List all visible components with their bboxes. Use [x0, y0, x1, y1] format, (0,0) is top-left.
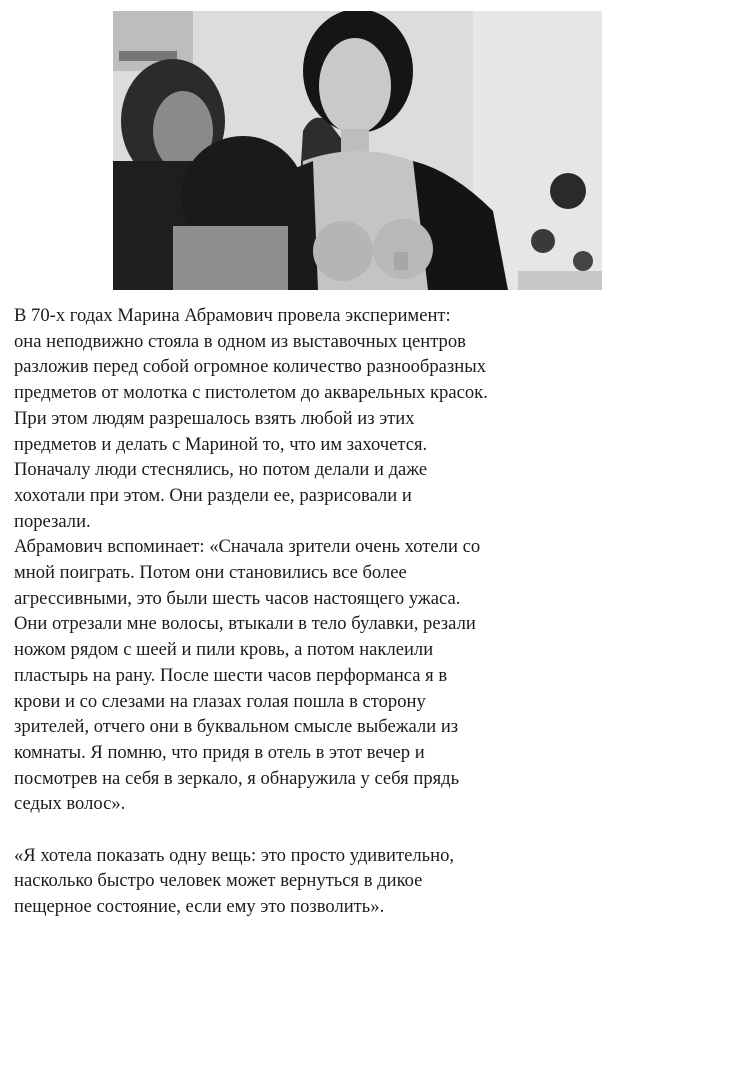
text-line: насколько быстро человек может вернуться в дикое [14, 870, 423, 892]
text-line: «Я хотела показать одну вещь: это просто удивительно, [14, 844, 455, 866]
text-line: агрессивными, это были шесть часов настоящего ужаса. [14, 587, 461, 609]
text-line: Они отрезали мне волосы, втыкали в тело булавки, резали [14, 613, 476, 635]
quote-paragraph [14, 843, 726, 920]
text-line: комнаты. Я помню, что придя в отель в этот вечер и [14, 741, 425, 763]
text-line: зрителей, отчего они в буквальном смысле выбежали из [14, 716, 459, 738]
article-text [14, 303, 726, 920]
text-line: она неподвижно стояла в одном из выставочных центров [14, 330, 466, 352]
text-line: ножом рядом с шеей и пили кровь, а потом наклеили [14, 639, 434, 661]
text-line: посмотрев на себя в зеркало, я обнаружила у себя прядь [14, 767, 460, 789]
text-line: крови и со слезами на глазах голая пошла в сторону [14, 690, 426, 712]
text-line: пластырь на рану. После шести часов перформанса я в [14, 664, 448, 686]
text-line: седых волос». [14, 793, 126, 815]
text-line: разложив перед собой огромное количество разнообразных [14, 356, 487, 378]
text-line: мной поиграть. Потом они становились все более [14, 562, 407, 584]
black-and-white-photograph [113, 11, 602, 290]
text-line: Поначалу люди стеснялись, но потом делали и даже [14, 459, 428, 481]
paragraph [14, 303, 726, 817]
text-line: В 70-х годах Марина Абрамович провела эксперимент: [14, 305, 451, 326]
text-line: хохотали при этом. Они раздели ее, разрисовали и [14, 484, 412, 506]
text-line: порезали. [14, 510, 91, 532]
text-line: предметов от молотка с пистолетом до акварельных красок. [14, 382, 488, 404]
text-line: Абрамович вспоминает: «Сначала зрители очень хотели со [14, 536, 481, 558]
text-line: пещерное состояние, если ему это позволить». [14, 896, 385, 918]
text-line: предметов и делать с Мариной то, что им захочется. [14, 433, 428, 455]
paragraph-gap [14, 817, 726, 843]
text-line: При этом людям разрешалось взять любой из этих [14, 407, 415, 429]
